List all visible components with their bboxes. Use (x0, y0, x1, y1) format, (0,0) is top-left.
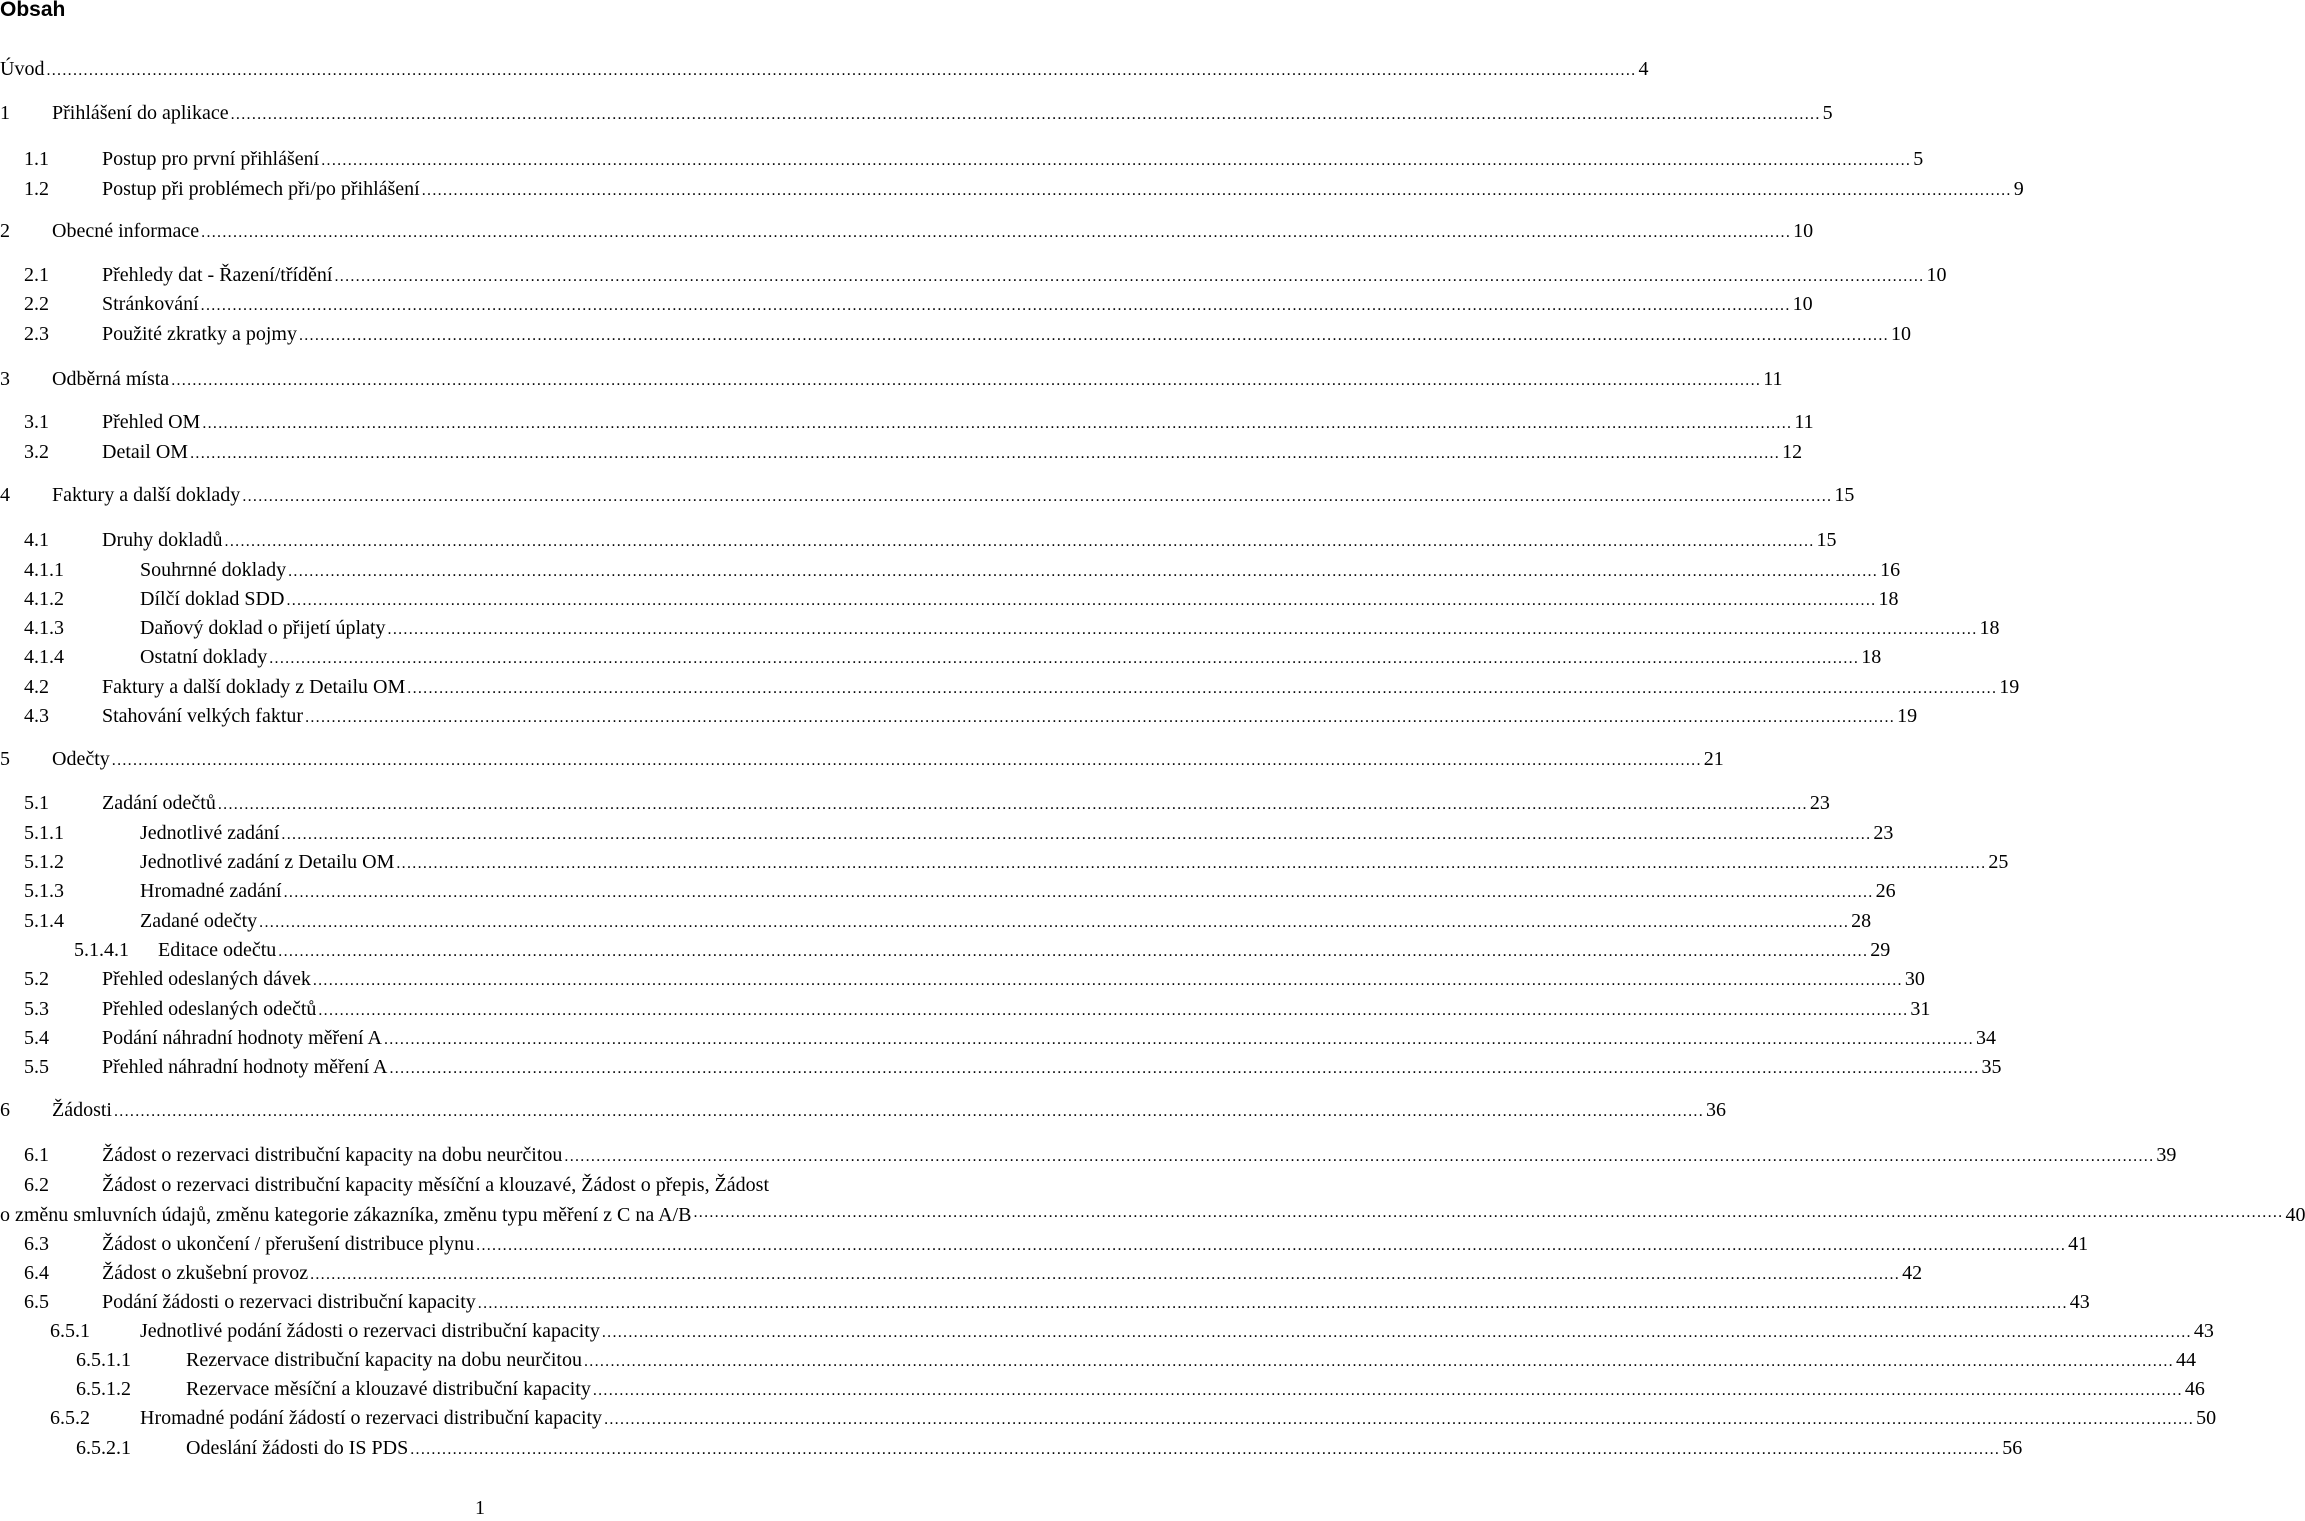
toc-entry-page: 43 (2193, 1320, 2214, 1342)
toc-entry-page: 43 (2069, 1291, 2090, 1313)
toc-entry-title: Žádost o rezervaci distribuční kapacity na dobu neurčitou (102, 1144, 563, 1166)
toc-entry-3[interactable] (0, 366, 1783, 392)
toc-entry-page: 18 (1979, 617, 2000, 639)
toc-entry-5-1-1[interactable] (0, 820, 1894, 846)
dot-leader: ............................................................................................................................................................................................................................................................................................................ (278, 943, 1869, 960)
toc-entry-number: 6.5.2 (50, 1407, 90, 1429)
dot-leader: ............................................................................................................................................................................................................................................................................................................ (201, 224, 1792, 241)
toc-entry-title: Jednotlivé podání žádosti o rezervaci distribuční kapacity (140, 1320, 600, 1342)
toc-entry-6-2[interactable] (0, 1172, 2305, 1228)
toc-entry-6-5-1[interactable] (0, 1318, 2214, 1344)
toc-entry-number: 4 (0, 484, 10, 506)
toc-entry-2-3[interactable] (0, 321, 1911, 347)
toc-entry-number: 5.1.3 (24, 880, 64, 902)
toc-entry-title: Přehledy dat - Řazení/třídění (102, 264, 333, 286)
toc-entry-title: Stránkování (102, 293, 199, 315)
toc-entry-5-2[interactable] (0, 966, 1925, 992)
toc-entry-page: 35 (1981, 1056, 2002, 1078)
toc-entry-page: 10 (1890, 323, 1911, 345)
dot-leader: ............................................................................................................................................................................................................................................................................................................ (200, 297, 1791, 314)
dot-leader: ............................................................................................................................................................................................................................................................................................................ (421, 182, 2012, 199)
toc-entry-page: 19 (1897, 705, 1918, 727)
toc-entry-title: Souhrnné doklady (140, 559, 287, 581)
toc-entry-page: 12 (1782, 441, 1803, 463)
toc-entry-title: Přihlášení do aplikace (52, 102, 229, 124)
toc-entry-number: 5.2 (24, 968, 49, 990)
dot-leader: ............................................................................................................................................................................................................................................................................................................ (259, 914, 1850, 931)
toc-entry-number: 5.1.4 (24, 910, 64, 932)
toc-entry-title: Žádost o zkušební provoz (102, 1262, 309, 1284)
toc-entry-page: 23 (1873, 822, 1894, 844)
toc-entry-title: Žádost o rezervaci distribuční kapacity měsíční a klouzavé, Žádost o přepis, Žádost (102, 1174, 770, 1196)
dot-leader: ............................................................................................................................................................................................................................................................................................................ (396, 855, 1987, 872)
toc-entry-title: Použité zkratky a pojmy (102, 323, 297, 345)
dot-leader: ............................................................................................................................................................................................................................................................................................................ (217, 796, 1808, 813)
dot-leader: ............................................................................................................................................................................................................................................................................................................ (564, 1148, 2155, 1165)
toc-entry-number: 5.1.1 (24, 822, 64, 844)
toc-entry-4-1-3[interactable] (0, 615, 2000, 641)
toc-entry-1-1[interactable] (0, 146, 1924, 172)
toc-entry-number: 4.1 (24, 529, 49, 551)
toc-entry-number: 4.1.1 (24, 559, 64, 581)
toc-entry-number: 4.3 (24, 705, 49, 727)
toc-entry-page: 29 (1870, 939, 1891, 961)
toc-entry-number: 5 (0, 748, 10, 770)
toc-entry-page: 18 (1878, 588, 1899, 610)
toc-entry-number: 1.2 (24, 178, 49, 200)
toc-entry-page: 28 (1851, 910, 1872, 932)
toc-entry-page: 4 (1638, 58, 1649, 80)
toc-entry-number: 6.5.1.2 (76, 1378, 131, 1400)
page-title: Obsah (0, 0, 66, 21)
dot-leader: ............................................................................................................................................................................................................................................................................................................ (312, 972, 1903, 989)
toc-entry-page: 10 (1926, 264, 1947, 286)
toc-entry-title: Postup pro první přihlášení (102, 148, 320, 170)
dot-leader: ............................................................................................................................................................................................................................................................................................................ (202, 415, 1793, 432)
dot-leader: ............................................................................................................................................................................................................................................................................................................ (298, 327, 1889, 344)
toc-entry-title: Zadané odečty (140, 910, 258, 932)
toc-entry-title: Faktury a další doklady (52, 484, 241, 506)
toc-entry-4-1-4[interactable] (0, 644, 1882, 670)
toc-entry-number: 6.5.1 (50, 1320, 90, 1342)
dot-leader: ............................................................................................................................................................................................................................................................................................................ (583, 1353, 2174, 1370)
toc-entry-2[interactable] (0, 218, 1814, 244)
toc-entry-5-1-4-1[interactable] (0, 937, 1891, 963)
toc-entry-2-2[interactable] (0, 291, 1813, 317)
toc-entry-title: Hromadné zadání (140, 880, 282, 902)
toc-entry-4-1[interactable] (0, 527, 1837, 553)
toc-entry-page: 23 (1809, 792, 1830, 814)
page-number: 1 (475, 1497, 485, 1519)
dot-leader: ............................................................................................................................................................................................................................................................................................................ (383, 1031, 1974, 1048)
toc-entry-5-5[interactable] (0, 1054, 2002, 1080)
toc-entry-title: Jednotlivé zadání (140, 822, 280, 844)
dot-leader: ............................................................................................................................................................................................................................................................................................................ (46, 62, 1637, 79)
toc-entry-page: 36 (1706, 1099, 1726, 1121)
toc-entry-5[interactable] (0, 746, 1724, 772)
toc-entry-title: Ostatní doklady (140, 646, 268, 668)
toc-entry-title: Odeslání žádosti do IS PDS (186, 1437, 409, 1459)
toc-entry-number: 6.4 (24, 1262, 49, 1284)
dot-leader: ............................................................................................................................................................................................................................................................................................................ (171, 372, 1762, 389)
toc-entry-number: 2 (0, 220, 10, 242)
toc-entry-page: 15 (1834, 484, 1855, 506)
toc-entry-title: Přehled odeslaných dávek (102, 968, 311, 990)
dot-leader: ............................................................................................................................................................................................................................................................................................................ (592, 1382, 2183, 1399)
toc-entry-number: 4.2 (24, 676, 49, 698)
toc-entry-6-5-2[interactable] (0, 1405, 2217, 1431)
toc-entry-page: 11 (1763, 368, 1783, 390)
toc-entry-4-3[interactable] (0, 703, 1918, 729)
toc-entry-5-1[interactable] (0, 790, 1830, 816)
toc-entry-number: 4.1.3 (24, 617, 64, 639)
toc-entry-title: Hromadné podání žádostí o rezervaci distribuční kapacity (140, 1407, 603, 1429)
toc-entry-page: 46 (2184, 1378, 2205, 1400)
toc-entry-number: 5.1 (24, 792, 49, 814)
toc-entry-number: 6.5 (24, 1291, 49, 1313)
toc-entry-title: Úvod (0, 58, 45, 80)
dot-leader: ............................................................................................................................................................................................................................................................................................................ (387, 621, 1978, 638)
toc-entry-number: 2.2 (24, 293, 49, 315)
toc-entry-page: 41 (2068, 1233, 2089, 1255)
toc-entry-number: 6.1 (24, 1144, 49, 1166)
toc-entry-4-1-1[interactable] (0, 557, 1901, 583)
toc-entry-intro[interactable] (0, 56, 1649, 82)
dot-leader: ............................................................................................................................................................................................................................................................................................................ (318, 1002, 1909, 1019)
toc-entry-title: Odečty (52, 748, 110, 770)
toc-entry-title: Dílčí doklad SDD (140, 588, 285, 610)
dot-leader: ............................................................................................................................................................................................................................................................................................................ (230, 106, 1821, 123)
toc-entry-number: 6 (0, 1099, 10, 1121)
dot-leader: ............................................................................................................................................................................................................................................................................................................ (410, 1441, 2001, 1458)
toc-entry-title: Postup při problémech při/po přihlášení (102, 178, 420, 200)
toc-entry-number: 5.1.2 (24, 851, 64, 873)
toc-entry-number: 4.1.4 (24, 646, 64, 668)
dot-leader: ............................................................................................................................................................................................................................................................................................................ (111, 752, 1702, 769)
toc-entry-page: 30 (1904, 968, 1925, 990)
toc-entry-number: 3.2 (24, 441, 49, 463)
toc-entry-title: Jednotlivé zadání z Detailu OM (140, 851, 395, 873)
toc-entry-6-5[interactable] (0, 1289, 2090, 1315)
toc-entry-page: 5 (1913, 148, 1924, 170)
toc-entry-number: 6.5.2.1 (76, 1437, 131, 1459)
toc-entry-title: Zadání odečtů (102, 792, 216, 814)
dot-leader: ............................................................................................................................................................................................................................................................................................................ (305, 709, 1896, 726)
toc-entry-5-1-3[interactable] (0, 878, 1896, 904)
toc-entry-4-2[interactable] (0, 674, 2020, 700)
toc-entry-page: 56 (2002, 1437, 2023, 1459)
dot-leader: ............................................................................................................................................................................................................................................................................................................ (389, 1060, 1980, 1077)
toc-entry-title: Stahování velkých faktur (102, 705, 304, 727)
toc-entry-title: Žádosti (52, 1099, 112, 1121)
toc-entry-page: 9 (2013, 178, 2024, 200)
toc-entry-6-5-2-1[interactable] (0, 1435, 2023, 1461)
toc-entry-page: 21 (1703, 748, 1724, 770)
toc-entry-title: Přehled OM (102, 411, 201, 433)
dot-leader: ............................................................................................................................................................................................................................................................................................................ (310, 1266, 1901, 1283)
toc-entry-title: Odběrná místa (52, 368, 170, 390)
dot-leader: ............................................................................................................................................................................................................................................................................................................ (334, 268, 1925, 285)
toc-entry-1-2[interactable] (0, 176, 2024, 202)
toc-entry-number: 2.3 (24, 323, 49, 345)
toc-entry-number: 6.2 (24, 1174, 49, 1196)
toc-entry-4-1-2[interactable] (0, 586, 1899, 612)
toc-entry-3-1[interactable] (0, 409, 1814, 435)
toc-entry-title-continued: o změnu smluvních údajů, změnu kategorie zákazníka, změnu typu měření z C na A/B (0, 1204, 692, 1226)
toc-entry-4[interactable] (0, 482, 1855, 508)
toc-entry-5-1-4[interactable] (0, 908, 1872, 934)
toc-entry-page: 40 (2285, 1204, 2305, 1226)
dot-leader: ............................................................................................................................................................................................................................................................................................................ (286, 592, 1877, 609)
toc-entry-title: Druhy dokladů (102, 529, 223, 551)
toc-entry-number: 5.4 (24, 1027, 49, 1049)
toc-entry-title: Faktury a další doklady z Detailu OM (102, 676, 406, 698)
toc-entry-number: 3.1 (24, 411, 49, 433)
dot-leader: ............................................................................................................................................................................................................................................................................................................ (114, 1103, 1704, 1120)
toc-entry-page: 39 (2156, 1144, 2177, 1166)
toc-entry-number: 5.5 (24, 1056, 49, 1078)
toc-entry-page: 25 (1988, 851, 2009, 873)
toc-entry-page: 50 (2196, 1407, 2217, 1429)
toc-entry-title: Přehled náhradní hodnoty měření A (102, 1056, 388, 1078)
toc-entry-title: Žádost o ukončení / přerušení distribuce plynu (102, 1233, 475, 1255)
toc-entry-title: Detail OM (102, 441, 189, 463)
toc-entry-6-5-1-2[interactable] (0, 1376, 2205, 1402)
toc-entry-page: 34 (1975, 1027, 1996, 1049)
toc-entry-page: 11 (1794, 411, 1814, 433)
dot-leader: ............................................................................................................................................................................................................................................................................................................ (693, 1204, 2284, 1221)
dot-leader: ............................................................................................................................................................................................................................................................................................................ (269, 650, 1860, 667)
toc-entry-title: Přehled odeslaných odečtů (102, 998, 317, 1020)
toc-entry-6-3[interactable] (0, 1231, 2089, 1257)
toc-entry-5-4[interactable] (0, 1025, 1996, 1051)
toc-entry-2-1[interactable] (0, 262, 1947, 288)
dot-leader: ............................................................................................................................................................................................................................................................................................................ (283, 884, 1874, 901)
toc-entry-6-1[interactable] (0, 1142, 2177, 1168)
toc-entry-page: 18 (1861, 646, 1882, 668)
toc-entry-title: Rezervace měsíční a klouzavé distribuční kapacity (186, 1378, 591, 1400)
toc-entry-1[interactable] (0, 100, 1833, 126)
toc-entry-number: 3 (0, 368, 10, 390)
dot-leader: ............................................................................................................................................................................................................................................................................................................ (604, 1411, 2195, 1428)
toc-entry-page: 16 (1880, 559, 1901, 581)
toc-entry-title: Editace odečtu (158, 939, 277, 961)
toc-entry-page: 42 (1902, 1262, 1923, 1284)
toc-entry-5-1-2[interactable] (0, 849, 2009, 875)
dot-leader: ............................................................................................................................................................................................................................................................................................................ (477, 1295, 2068, 1312)
dot-leader: ............................................................................................................................................................................................................................................................................................................ (190, 445, 1781, 462)
dot-leader: ............................................................................................................................................................................................................................................................................................................ (476, 1237, 2067, 1254)
toc-entry-page: 10 (1793, 220, 1814, 242)
toc-entry-6[interactable] (0, 1097, 1726, 1123)
toc-entry-page: 44 (2175, 1349, 2196, 1371)
toc-entry-number: 1.1 (24, 148, 49, 170)
toc-entry-page: 5 (1822, 102, 1833, 124)
toc-entry-5-3[interactable] (0, 996, 1931, 1022)
toc-entry-number: 1 (0, 102, 10, 124)
toc-entry-6-5-1-1[interactable] (0, 1347, 2196, 1373)
toc-entry-title: Obecné informace (52, 220, 200, 242)
toc-entry-number: 2.1 (24, 264, 49, 286)
toc-entry-page: 31 (1910, 998, 1931, 1020)
toc-entry-number: 5.3 (24, 998, 49, 1020)
toc-entry-page: 15 (1816, 529, 1837, 551)
toc-entry-title: Rezervace distribuční kapacity na dobu neurčitou (186, 1349, 582, 1371)
toc-entry-number: 4.1.2 (24, 588, 64, 610)
dot-leader: ............................................................................................................................................................................................................................................................................................................ (601, 1324, 2192, 1341)
toc-entry-3-2[interactable] (0, 439, 1803, 465)
toc-entry-6-4[interactable] (0, 1260, 1923, 1286)
toc-entry-page: 10 (1792, 293, 1813, 315)
toc-entry-title: Podání žádosti o rezervaci distribuční kapacity (102, 1291, 476, 1313)
dot-leader: ............................................................................................................................................................................................................................................................................................................ (224, 533, 1815, 550)
dot-leader: ............................................................................................................................................................................................................................................................................................................ (407, 680, 1998, 697)
toc-entry-number: 6.5.1.1 (76, 1349, 131, 1371)
toc-entry-page: 26 (1875, 880, 1896, 902)
toc-entry-title: Podání náhradní hodnoty měření A (102, 1027, 382, 1049)
dot-leader: ............................................................................................................................................................................................................................................................................................................ (242, 488, 1833, 505)
toc-entry-number: 5.1.4.1 (74, 939, 129, 961)
toc-entry-number: 6.3 (24, 1233, 49, 1255)
toc-entry-title: Daňový doklad o přijetí úplaty (140, 617, 386, 639)
dot-leader: ............................................................................................................................................................................................................................................................................................................ (288, 563, 1879, 580)
toc-entry-page: 19 (1999, 676, 2020, 698)
dot-leader: ............................................................................................................................................................................................................................................................................................................ (321, 152, 1912, 169)
dot-leader: ............................................................................................................................................................................................................................................................................................................ (281, 826, 1872, 843)
